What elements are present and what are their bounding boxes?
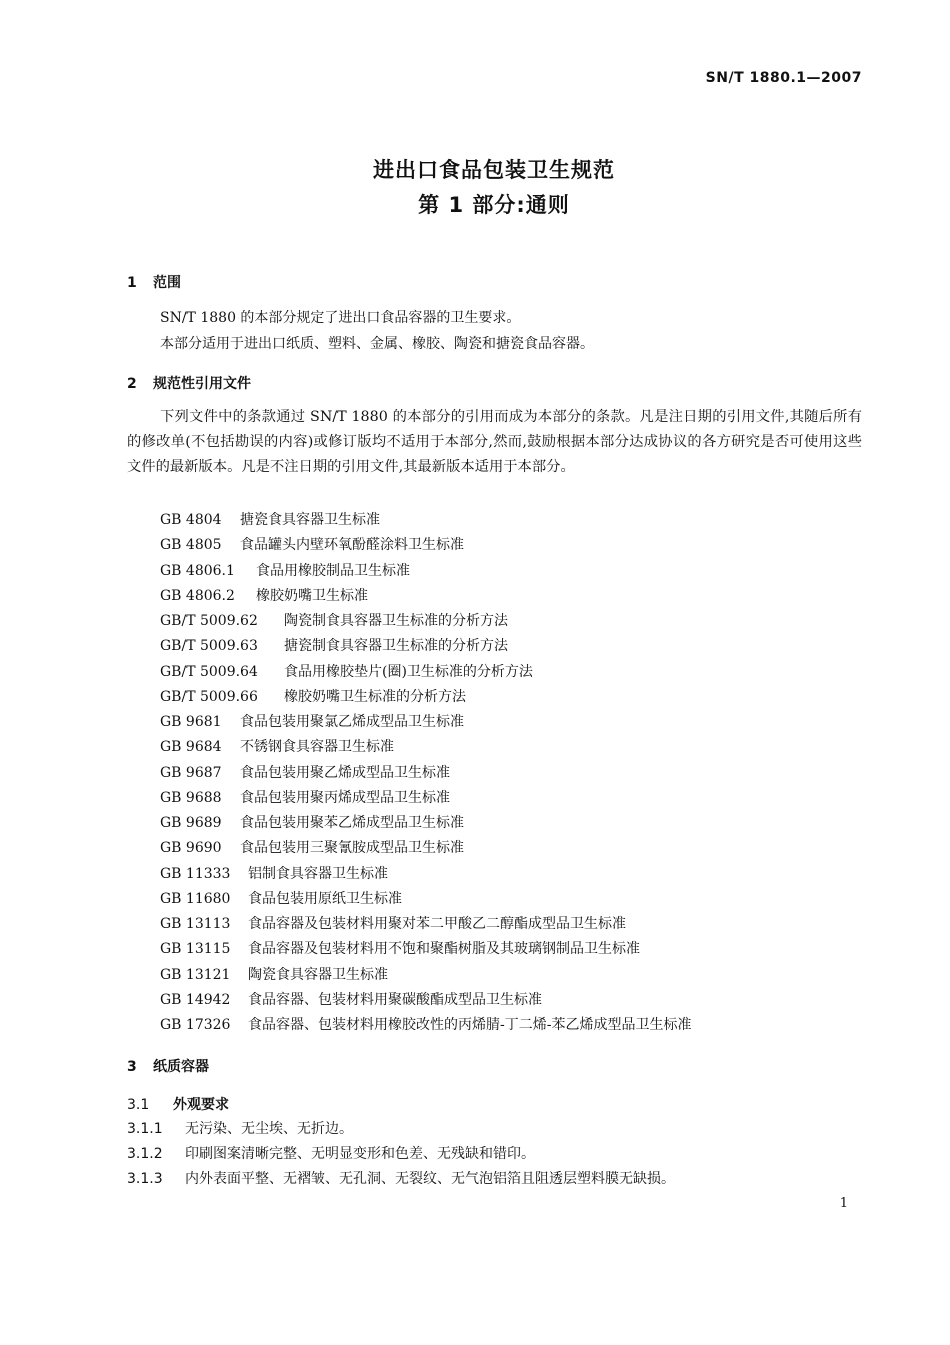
reference-item [160, 988, 691, 1013]
reference-item [160, 559, 691, 584]
section-number: 3 [127, 1059, 137, 1075]
reference-title: 食品容器、包装材料用橡胶改性的丙烯腈-丁二烯-苯乙烯成型品卫生标准 [248, 1017, 692, 1033]
reference-code: GB 13121 [160, 966, 231, 983]
reference-title: 橡胶奶嘴卫生标准的分析方法 [284, 688, 466, 705]
reference-code: GB 4804 [160, 512, 222, 528]
reference-title: 食品包装用三聚氰胺成型品卫生标准 [240, 840, 464, 857]
standard-code: SN/T 1880.1—2007 [705, 70, 862, 86]
clause-number: 3.1.3 [127, 1171, 163, 1187]
reference-title: 食品包装用聚丙烯成型品卫生标准 [240, 789, 450, 806]
clause-number: 3.1.1 [127, 1121, 163, 1137]
reference-title: 食品用橡胶垫片(圈)卫生标准的分析方法 [284, 663, 533, 680]
reference-item [160, 660, 691, 685]
reference-code: GB/T 5009.62 [160, 613, 258, 629]
reference-item [160, 584, 691, 609]
reference-title: 陶瓷食具容器卫生标准 [248, 966, 388, 983]
reference-title: 陶瓷制食具容器卫生标准的分析方法 [284, 613, 508, 629]
reference-item [160, 761, 691, 786]
reference-code: GB 17326 [160, 1017, 231, 1033]
reference-item [160, 685, 691, 710]
reference-code: GB 9687 [160, 764, 222, 781]
reference-item [160, 609, 691, 634]
reference-item [160, 710, 691, 735]
reference-title: 搪瓷食具容器卫生标准 [240, 512, 380, 528]
reference-item [160, 912, 691, 937]
clause-number: 3.1.2 [127, 1146, 163, 1162]
reference-code: GB 9689 [160, 815, 222, 831]
reference-code: GB 4805 [160, 537, 222, 554]
reference-code: GB 14942 [160, 991, 231, 1008]
clause-3-1-2 [127, 1143, 535, 1163]
reference-code: GB 11333 [160, 865, 231, 882]
paragraph: SN/T 1880 的本部分规定了进出口食品容器的卫生要求。 [160, 310, 521, 326]
reference-item [160, 811, 691, 836]
reference-title: 食品容器及包装材料用不饱和聚酯树脂及其玻璃钢制品卫生标准 [248, 941, 640, 958]
clause-text: 印刷图案清晰完整、无明显变形和色差、无残缺和错印。 [185, 1146, 535, 1162]
subsection-3-1-heading [127, 1094, 229, 1114]
reference-code: GB/T 5009.64 [160, 663, 258, 680]
reference-item [160, 1013, 691, 1038]
reference-item [160, 735, 691, 760]
section-3-heading [127, 1056, 209, 1076]
reference-list [160, 508, 691, 1038]
subsection-number: 3.1 [127, 1097, 150, 1113]
section-title: 规范性引用文件 [153, 376, 251, 392]
reference-item [160, 508, 691, 533]
reference-code: GB 13115 [160, 941, 231, 958]
section-2-intro: 下列文件中的条款通过 SN/T 1880 的本部分的引用而成为本部分的条款。凡是注日期的引用文件,其随后所有的修改单(不包括勘误的内容)或修订版均不适用于本部分,然而,鼓励根据本部分达成协议的各方研究是否可使用这些文件的最新版本。凡是不注日期的引用文件,其最新版本适用于本部分。 [127, 409, 862, 475]
reference-item [160, 533, 691, 558]
reference-title: 食品包装用聚氯乙烯成型品卫生标准 [240, 714, 464, 730]
reference-code: GB 9684 [160, 739, 222, 756]
document-title: 进出口食品包装卫生规范 [373, 158, 615, 182]
reference-item [160, 634, 691, 659]
reference-title: 食品容器及包装材料用聚对苯二甲酸乙二醇酯成型品卫生标准 [248, 916, 626, 932]
reference-code: GB 9681 [160, 714, 222, 730]
reference-title: 食品包装用聚苯乙烯成型品卫生标准 [240, 815, 464, 831]
reference-title: 食品用橡胶制品卫生标准 [256, 562, 410, 579]
reference-title: 铝制食具容器卫生标准 [248, 865, 388, 882]
document-subtitle: 第 1 部分:通则 [418, 193, 570, 217]
clause-3-1-1 [127, 1118, 353, 1138]
subsection-title: 外观要求 [173, 1097, 229, 1113]
reference-title: 橡胶奶嘴卫生标准 [256, 587, 368, 604]
clause-3-1-3 [127, 1168, 675, 1188]
reference-code: GB 9690 [160, 840, 222, 857]
section-2-heading [127, 373, 251, 393]
section-title: 范围 [153, 275, 181, 291]
page-number: 1 [839, 1196, 848, 1211]
reference-item [160, 862, 691, 887]
section-number: 1 [127, 275, 137, 291]
section-1-heading [127, 272, 181, 292]
clause-text: 无污染、无尘埃、无折边。 [185, 1121, 353, 1137]
section-number: 2 [127, 376, 137, 392]
reference-code: GB 4806.1 [160, 562, 235, 579]
reference-code: GB/T 5009.66 [160, 688, 258, 705]
reference-item [160, 887, 691, 912]
reference-title: 食品容器、包装材料用聚碳酸酯成型品卫生标准 [248, 991, 542, 1008]
reference-title: 食品罐头内壁环氧酚醛涂料卫生标准 [240, 537, 464, 554]
reference-code: GB 9688 [160, 789, 222, 806]
reference-code: GB 13113 [160, 916, 231, 932]
section-title: 纸质容器 [153, 1059, 209, 1075]
paragraph: 本部分适用于进出口纸质、塑料、金属、橡胶、陶瓷和搪瓷食品容器。 [160, 336, 594, 352]
reference-code: GB/T 5009.63 [160, 638, 258, 655]
reference-code: GB 4806.2 [160, 587, 235, 604]
reference-title: 不锈钢食具容器卫生标准 [240, 739, 394, 756]
reference-title: 搪瓷制食具容器卫生标准的分析方法 [284, 638, 508, 655]
reference-title: 食品包装用原纸卫生标准 [248, 890, 402, 907]
reference-item [160, 836, 691, 861]
reference-item [160, 786, 691, 811]
clause-text: 内外表面平整、无褶皱、无孔洞、无裂纹、无气泡铝箔且阻透层塑料膜无缺损。 [185, 1171, 675, 1187]
reference-item [160, 937, 691, 962]
reference-item [160, 963, 691, 988]
reference-code: GB 11680 [160, 890, 231, 907]
reference-title: 食品包装用聚乙烯成型品卫生标准 [240, 764, 450, 781]
